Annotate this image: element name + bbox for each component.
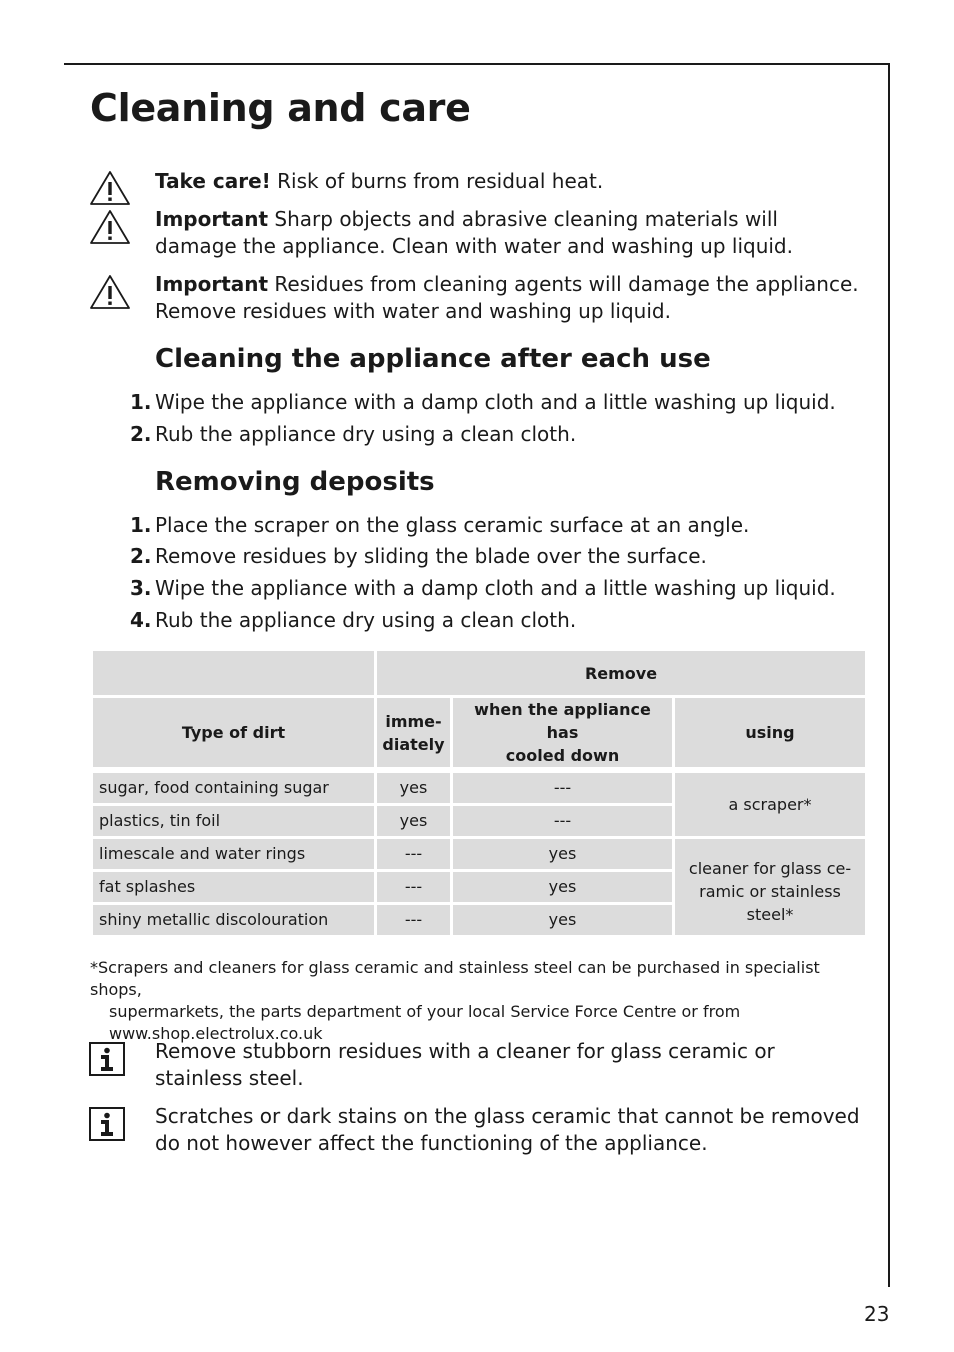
cell-cooled: yes <box>452 904 674 937</box>
page-number: 23 <box>864 1302 890 1326</box>
warning-label: Important <box>155 272 269 296</box>
table-header-row <box>92 697 867 771</box>
step-item <box>130 512 870 539</box>
warning-triangle-icon <box>89 274 131 310</box>
step-item <box>130 607 870 634</box>
info-icon <box>89 1042 125 1076</box>
cell-immediately: --- <box>376 871 452 904</box>
warning-label: Important <box>155 207 269 231</box>
step-number: 2. <box>130 544 152 568</box>
cell-dirt: sugar, food containing sugar <box>92 770 376 805</box>
warning-label: Take care! <box>155 169 271 193</box>
table-header-using: using <box>674 697 867 771</box>
step-text: Remove residues by sliding the blade over the surface. <box>155 544 707 568</box>
cell-dirt: limescale and water rings <box>92 838 376 871</box>
warning-note-3 <box>155 271 865 325</box>
warning-text: Risk of burns from residual heat. <box>270 169 604 193</box>
step-item <box>130 543 870 570</box>
info-icon <box>89 1107 125 1141</box>
step-text: Rub the appliance dry using a clean cloth. <box>155 608 577 632</box>
info-note-1: Remove stubborn residues with a cleaner for glass ceramic or stainless steel. <box>155 1039 775 1090</box>
cell-using-cleaner: cleaner for glass ce- ramic or stainless steel* <box>674 838 867 937</box>
table-header-cooled: when the appliance has cooled down <box>452 697 674 771</box>
cell-dirt: shiny metallic discolouration <box>92 904 376 937</box>
warning-note-1 <box>155 168 865 195</box>
warning-text: Sharp objects and abrasive cleaning materials will damage the appliance. Clean with water and washing up liquid. <box>155 207 793 258</box>
cell-immediately: yes <box>376 805 452 838</box>
footnote <box>90 957 870 1045</box>
footnote-line: *Scrapers and cleaners for glass ceramic and stainless steel can be purchased in specialist shops, <box>90 958 820 999</box>
step-text: Wipe the appliance with a damp cloth and a little washing up liquid. <box>155 390 836 414</box>
warning-text: Residues from cleaning agents will damage the appliance. Remove residues with water and washing up liquid. <box>155 272 859 323</box>
warning-triangle-icon <box>89 209 131 245</box>
cell-immediately: yes <box>376 770 452 805</box>
footnote-link[interactable]: www.shop.electrolux.co.uk <box>109 1024 323 1043</box>
step-item <box>130 575 870 602</box>
cell-cooled: yes <box>452 838 674 871</box>
step-item <box>130 389 870 416</box>
table-row <box>92 838 867 871</box>
step-item <box>130 421 870 448</box>
table-row <box>92 770 867 805</box>
warning-triangle-icon <box>89 170 131 206</box>
step-number: 1. <box>130 513 152 537</box>
step-text: Rub the appliance dry using a clean cloth. <box>155 422 577 446</box>
cleaning-table <box>90 648 868 938</box>
section-heading-cleaning: Cleaning the appliance after each use <box>155 344 711 374</box>
step-text: Place the scraper on the glass ceramic surface at an angle. <box>155 513 750 537</box>
step-number: 4. <box>130 608 152 632</box>
section-heading-deposits: Removing deposits <box>155 467 435 497</box>
footnote-line: supermarkets, the parts department of your local Service Force Centre or from <box>109 1002 741 1021</box>
top-rule <box>64 63 890 65</box>
table-header-empty <box>92 650 376 697</box>
table-header-immediately: imme- diately <box>376 697 452 771</box>
step-text: Wipe the appliance with a damp cloth and a little washing up liquid. <box>155 576 836 600</box>
cell-immediately: --- <box>376 838 452 871</box>
cell-cooled: --- <box>452 770 674 805</box>
side-rule <box>888 63 890 1287</box>
page-title: Cleaning and care <box>90 86 471 130</box>
table-header-remove: Remove <box>376 650 867 697</box>
table-header-row <box>92 650 867 697</box>
cell-immediately: --- <box>376 904 452 937</box>
warning-note-2 <box>155 206 865 260</box>
cell-dirt: plastics, tin foil <box>92 805 376 838</box>
table-header-type: Type of dirt <box>92 697 376 771</box>
cell-using-scraper: a scraper* <box>674 770 867 838</box>
step-number: 2. <box>130 422 152 446</box>
cell-dirt: fat splashes <box>92 871 376 904</box>
info-note-2: Scratches or dark stains on the glass ceramic that cannot be removed do not however affect the functioning of the appliance. <box>155 1104 860 1155</box>
step-number: 3. <box>130 576 152 600</box>
cell-cooled: yes <box>452 871 674 904</box>
cell-cooled: --- <box>452 805 674 838</box>
step-number: 1. <box>130 390 152 414</box>
